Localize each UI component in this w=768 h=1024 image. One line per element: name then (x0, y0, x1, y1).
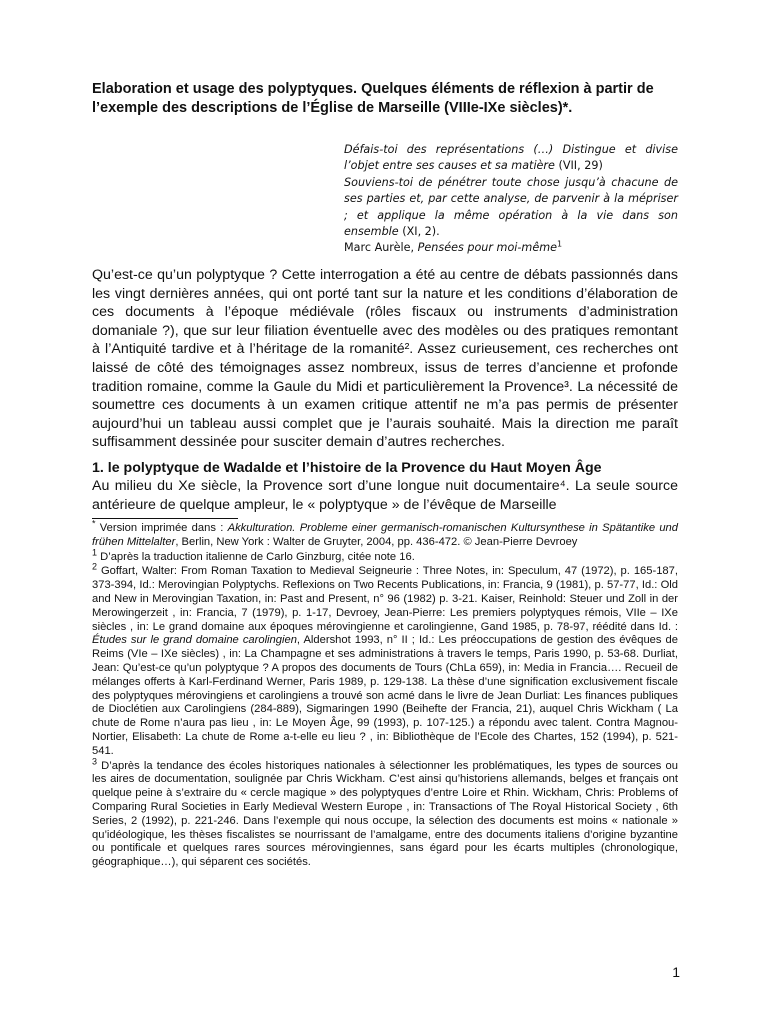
section-1-heading: 1. le polyptyque de Wadalde et l’histoire de la Provence du Haut Moyen Âge (92, 460, 602, 476)
epigraph (344, 142, 678, 257)
epigraph-work: Pensées pour moi-même (417, 241, 557, 255)
epigraph-author: Marc Aurèle, (344, 241, 418, 255)
epigraph-quote-2-text: Souviens-toi de pénétrer toute chose jusqu’à chacune de ses parties et, par cette analyse, de parvenir à la mépriser ; et applique la même opération à la vie dans son ensemble (344, 175, 678, 239)
epigraph-ref-1: (VII, 29) (554, 159, 603, 173)
epigraph-quote-1-text: Défais-toi des représentations (…) Distingue et divise l’objet entre ses causes et sa matière (344, 143, 678, 173)
epigraph-quote-1 (344, 142, 678, 175)
footnote-rest: , Berlin, New York : Walter de Gruyter, 2004, pp. 436-472. © Jean-Pierre Devroey (175, 535, 578, 548)
footnote-separator (92, 518, 238, 519)
footnote (92, 546, 678, 565)
intro-paragraph: Qu’est-ce qu’un polyptyque ? Cette interrogation a été au centre de débats passionnés dans les vingt dernières années, qui ont porté tant sur la nature et les conditions d’élaboration de ces documents à l’époque médiévale (rôles fiscaux ou instruments d’administration domaniale ?), que sur leur filiation éventuelle avec des modèles ou des pratiques remontant à l’Antiquité tardive et à l’héritage de la romanité². Assez curieusement, ces recherches ont laissé de côté des témoignages assez nombreux, issus de terres d’ancienne et profonde tradition romaine, comme la Gaule du Midi et particulièrement la Provence³. La nécessité de soumettre ces documents à un examen critique attentif ne m’a pas permis de présenter aujourd’hui un tableau aussi complet que je l’aurais souhaité. Mais la direction me paraît suffisamment dessinée pour susciter demain d’autres recherches. (92, 267, 678, 451)
footnote (92, 561, 678, 758)
footnote-text: Goffart, Walter: From Roman Taxation to Medieval Seigneurie : Three Notes, in: Speculum, 47 (1972), p. 165-187, 373-394, Id.: Merovingian Polyptychs. Reflexions on Two Recents Publications, in: Francia, 9 (1981), p. 57-77, Id.: Old and New in Merovingian Taxation, in: Past and Present, n° 96 (1982) p. 3-21. Kaiser, Reinhold: Steuer und Zoll in der Merowingerzeit , in: Francia, 7 (1979), p. 1-17, Devroey, Jean-Pierre: Les premiers polyptyques rémois, VIIe – IXe siècles , in: Le grand domaine aux époques mérovingienne et carolingienne, Gand 1985, p. 78-97, réédité dans Id. : (92, 565, 678, 633)
page-number: 1 (672, 964, 680, 980)
footnote (92, 518, 678, 550)
footnote-text: D’après la traduction italienne de Carlo Ginzburg, citée note 16. (97, 550, 415, 563)
footnote-number: 3 (92, 755, 98, 766)
footnote-italic: Akkulturation. Probleme einer germanisch-romanischen Kultursynthese in Spätantike und frühen Mittelalter (92, 522, 678, 548)
footnote-rest: , Aldershot 1993, n° II ; Id.: Les préoccupations de gestion des évêques de Reims (VIe – IXe siècles) , in: La Champagne et ses administrations à travers le temps, Paris 1990, p. 53-68. Durliat, Jean: Qu’est-ce qu’un polyptyque ? A propos des documents de Tours (ChLa 659), in: Media in Francia…. Recueil de mélanges offerts à Karl-Ferdinand Werner, Paris 1989, p. 129-138. La thèse d’une signification exclusivement fiscale des polyptyques mérovingiens et carolingiens a trouvé son acmé dans le livre de Jean Durliat: Les finances publiques de Dioclétien aux Carolingiens (284-889), Sigmaringen 1990 (Beihefte der Francia, 21), auquel Chris Wickham ( La chute de Rome n’aura pas lieu , in: Le Moyen Âge, 99 (1993), p. 107-125.) a répondu avec talent. Contra Magnou-Nortier, Elisabeth: La chute de Rome a-t-elle eu lieu ? , in: Bibliothèque de l’Ecole des Chartes, 152 (1994), p. 521-541. (92, 634, 678, 757)
footnote-text: D’après la tendance des écoles historiques nationales à sélectionner les problématiques, les types de sources ou les aires de documentation, soulignée par Chris Wickham. C’est ainsi qu’historiens allemands, belges et français ont quelque peine à s’extraire du « cercle magique » des polyptyques d’entre Loire et Rhin. Wickham, Chris: Problems of Comparing Rural Societies in Early Medieval Western Europe , in: Transactions of The Royal Historical Society , 6th Series, 2 (1992), p. 221-246. Dans l’exemple qui nous occupe, la sélection des documents est moins « nationale » qu’idéologique, les thèses fiscalistes se nourrissant de l’amalgame, entre des documents italiens d’origine byzantine ou pontificale et quelques rares sources mérovingiennes, sans égard pour les écarts multiples (chronologique, géographique…), qui séparent ces sociétés. (92, 759, 678, 869)
footnote-text: Version imprimée dans : (95, 522, 228, 534)
article-title: Elaboration et usage des polyptyques. Quelques éléments de réflexion à partir de l’exemple des descriptions de l’Église de Marseille (VIIIe-IXe siècles)*. (92, 81, 654, 116)
footnote-italic: Études sur le grand domaine carolingien (92, 634, 297, 647)
footnote-number: 2 (92, 561, 98, 572)
epigraph-quote-2 (344, 175, 678, 241)
epigraph-ref-2: (XI, 2). (398, 225, 440, 239)
footnote (92, 755, 678, 870)
epigraph-note-ref: 1 (557, 239, 563, 249)
epigraph-attribution (344, 240, 678, 256)
footnote-number: * (92, 518, 96, 529)
section-1-paragraph: Au milieu du Xe siècle, la Provence sort d’une longue nuit documentaire⁴. La seule source antérieure de quelque ampleur, le « polyptyque » de l’évêque de Marseille (92, 478, 678, 513)
footnotes (92, 518, 678, 871)
footnote-number: 1 (92, 546, 98, 557)
